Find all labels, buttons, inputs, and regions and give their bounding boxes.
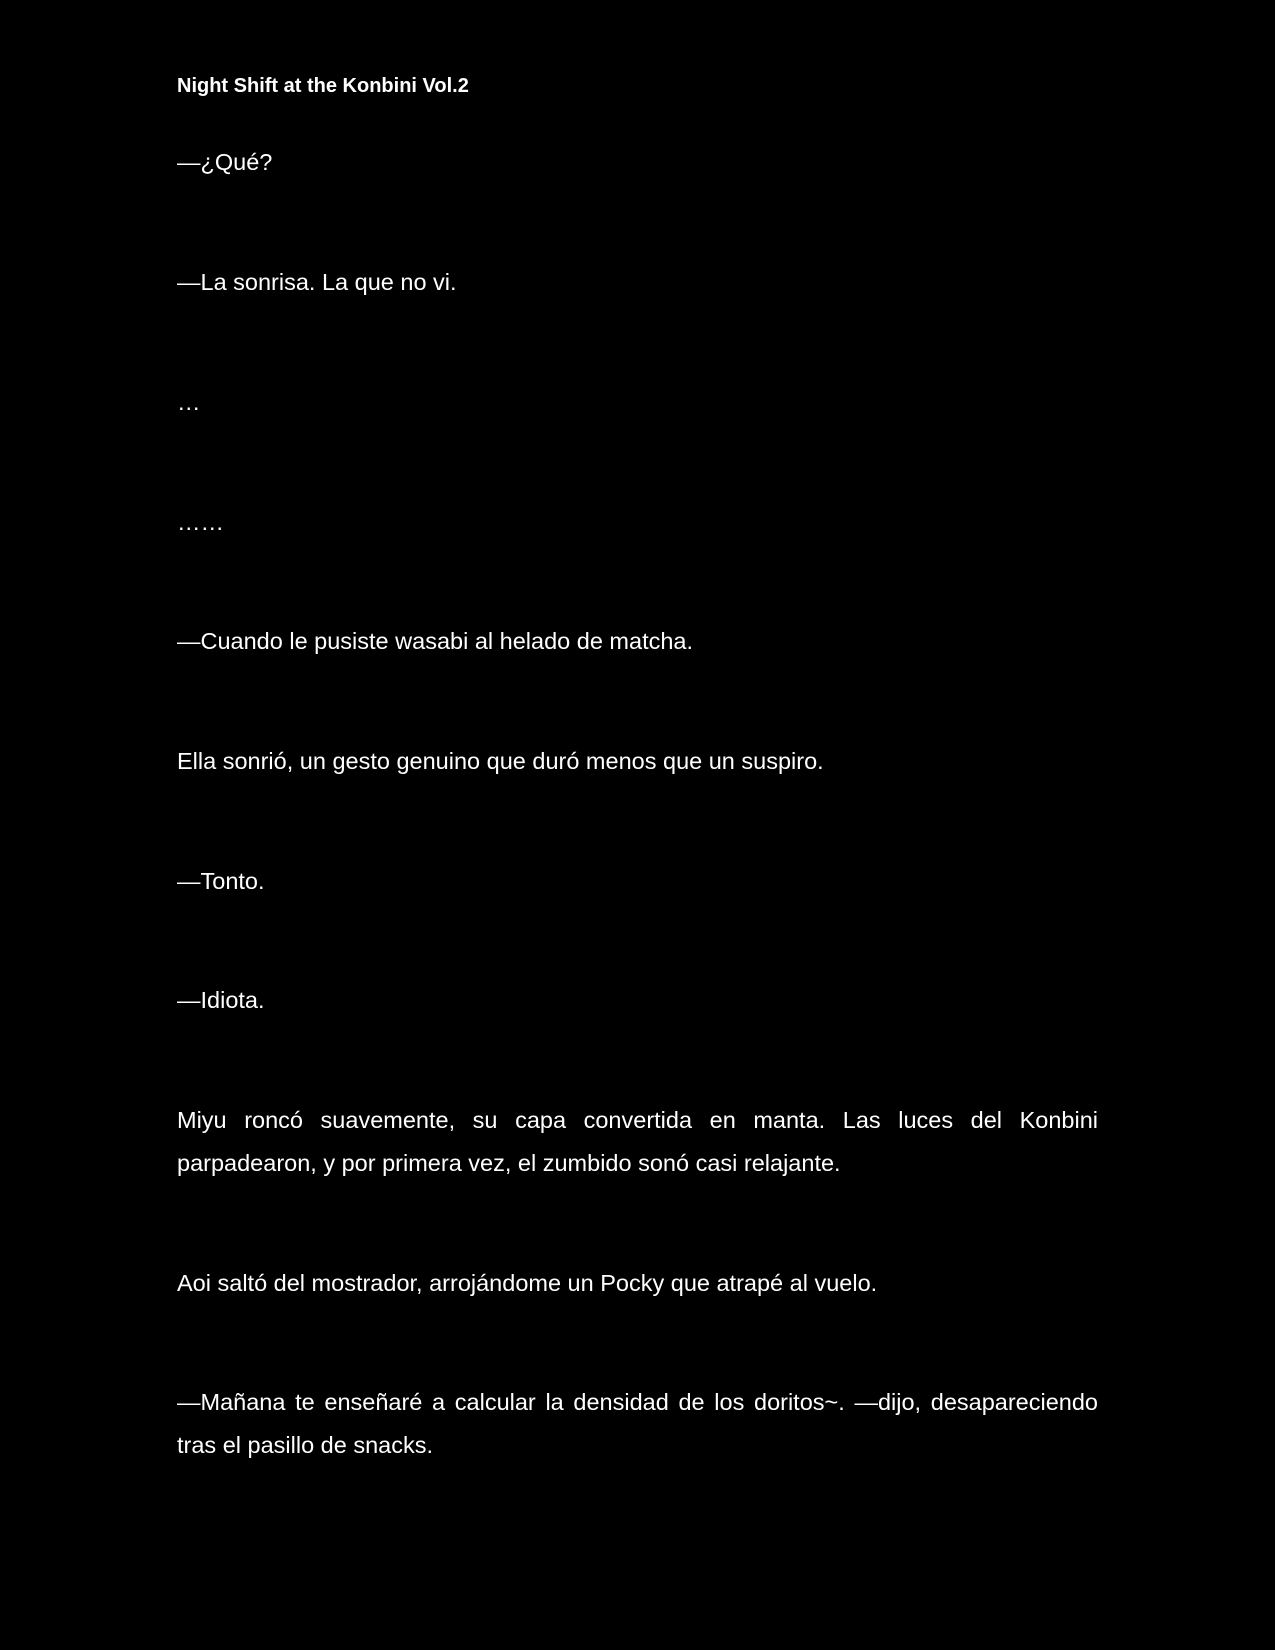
paragraph: …… xyxy=(177,509,224,535)
paragraph: —Mañana te enseñaré a calcular la densidad de los doritos~. —dijo, desapareciendo tras el pasillo de snacks. xyxy=(177,1389,1098,1458)
paragraph: —Tonto. xyxy=(177,868,265,894)
paragraph: —Idiota. xyxy=(177,987,265,1013)
page-header-title: Night Shift at the Konbini Vol.2 xyxy=(177,75,469,97)
paragraph: Ella sonrió, un gesto genuino que duró menos que un suspiro. xyxy=(177,748,824,774)
paragraph: —La sonrisa. La que no vi. xyxy=(177,269,457,295)
document-page xyxy=(177,0,1098,1650)
paragraph: —Cuando le pusiste wasabi al helado de matcha. xyxy=(177,628,694,654)
paragraph: … xyxy=(177,389,201,415)
paragraph: —¿Qué? xyxy=(177,149,273,175)
paragraph: Aoi saltó del mostrador, arrojándome un Pocky que atrapé al vuelo. xyxy=(177,1270,878,1296)
paragraph: Miyu roncó suavemente, su capa convertida en manta. Las luces del Konbini parpadearon, y por primera vez, el zumbido sonó casi relajante. xyxy=(177,1107,1098,1176)
